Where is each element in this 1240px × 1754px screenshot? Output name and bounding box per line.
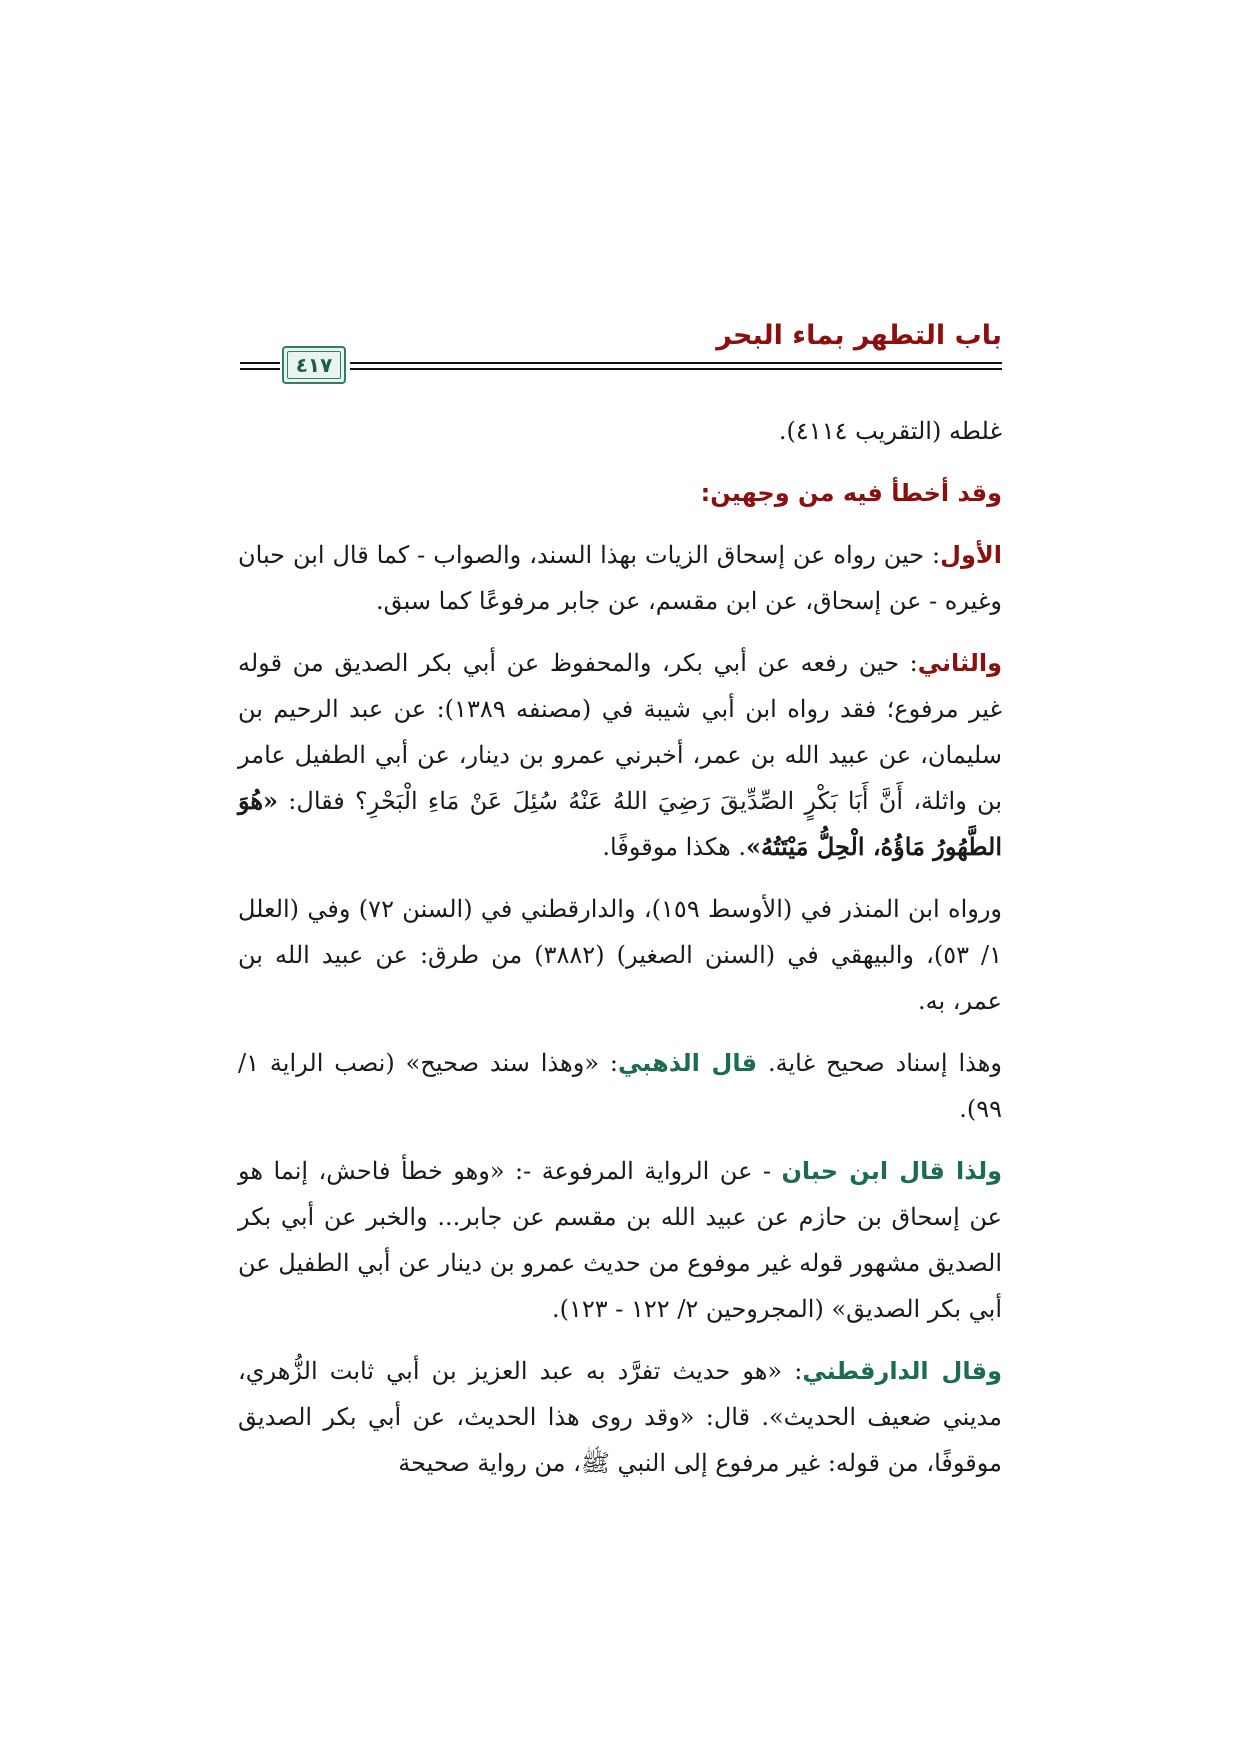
paragraph [238, 1148, 1002, 1332]
hadith-quote: «هُوَ الطَّهُورُ مَاؤُهُ، الْحِلُّ مَيْتَتُهُ» [238, 786, 1002, 861]
label-daraqutni: وقال الدارقطني [802, 1357, 1003, 1385]
header-rule [350, 368, 1002, 370]
label-ibn-hibban: ولذا قال ابن حبان [781, 1157, 1003, 1185]
paragraph-text: : حين رفعه عن أبي بكر، والمحفوظ عن أبي بكر الصديق من قوله غير مرفوع؛ فقد رواه ابن أبي شيبة في (مصنفه ١٣٨٩): عن عبد الرحيم بن سليمان، عن عبيد الله بن عمر، أخبرني عمرو بن دينار، عن أبي الطفيل عامر بن واثلة، أَنَّ أَبَا بَكْرٍ الصِّدِّيقَ رَضِيَ اللهُ عَنْهُ سُئِلَ عَنْ مَاءِ الْبَحْرِ؟ فقال: [238, 649, 1003, 815]
header-rule [350, 362, 1002, 364]
paragraph-text: . هكذا موقوفًا. [602, 833, 747, 861]
label-first: الأول [940, 541, 1002, 569]
paragraph [238, 532, 1002, 624]
paragraph: غلطه (التقريب ٤١١٤). [778, 417, 1002, 445]
paragraph: ورواه ابن المنذر في (الأوسط ١٥٩)، والدارقطني في (السنن ٧٢) وفي (العلل ١/ ٥٣)، والبيهقي في (السنن الصغير) (٣٨٨٢) من طرق: عن عبيد الله بن عمر، به. [238, 895, 1003, 1015]
page-number-badge [282, 346, 346, 384]
running-title: باب التطهر بماء البحر [716, 320, 1002, 351]
paragraph [238, 1348, 1002, 1486]
paragraph-text: - عن الرواية المرفوعة -: «وهو خطأ فاحش، إنما هو عن إسحاق بن حازم عن عبيد الله بن مقسم عن جابر... والخبر عن أبي بكر الصديق مشهور قوله غير موفوع من حديث عمرو بن دينار عن أبي الطفيل عن أبي بكر الصديق» (المجروحين ٢/ ١٢٢ - ١٢٣). [238, 1157, 1002, 1323]
label-dhahabi: قال الذهبي [618, 1049, 758, 1077]
paragraph-text: وهذا إسناد صحيح غاية. [757, 1049, 1002, 1077]
paragraph [238, 640, 1002, 870]
paragraph-text: : حين رواه عن إسحاق الزيات بهذا السند، والصواب - كما قال ابن حبان وغيره - عن إسحاق، عن ابن مقسم، عن جابر مرفوعًا كما سبق. [238, 541, 1002, 615]
paragraph [238, 1040, 1002, 1132]
page-number: ٤١٧ [295, 353, 333, 377]
section-heading: وقد أخطأ فيه من وجهين: [700, 479, 1002, 507]
paragraph-text: : «وهذا سند صحيح» (نصب الراية ١/ ٩٩). [238, 1049, 1002, 1123]
paragraph-text: : «هو حديث تفرَّد به عبد العزيز بن أبي ثابت الزُّهري، مديني ضعيف الحديث». قال: «وقد روى هذا الحديث، عن أبي بكر الصديق موقوفًا، من قوله: غير مرفوع إلى النبي ﷺ، من رواية صحيحة [238, 1357, 1002, 1477]
body-text [238, 408, 1002, 1502]
header-rule [240, 368, 280, 370]
header-rule [240, 362, 280, 364]
page-header [240, 318, 1002, 388]
label-second: والثاني [917, 649, 1002, 677]
